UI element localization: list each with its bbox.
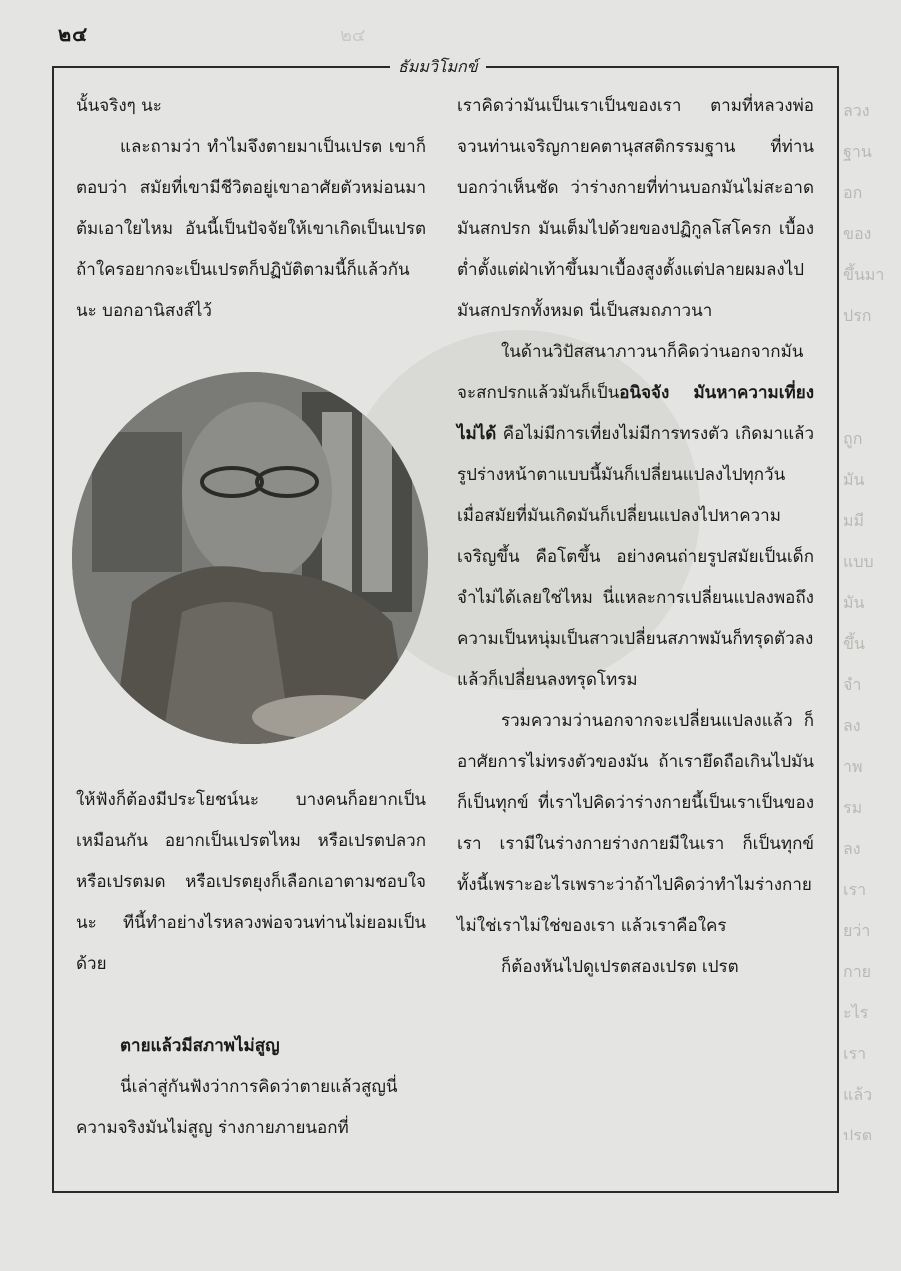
bleed-text: จำ (843, 675, 862, 694)
bleed-text: รม (843, 798, 863, 817)
page-number: ๒๔ (58, 22, 89, 46)
paragraph: นั้นจริงๆ นะ (76, 96, 162, 116)
bleed-text: ถูก (843, 429, 863, 448)
bleed-text: ลง (843, 839, 861, 858)
paragraph: นี่เล่าสู่กันฟังว่าการคิดว่าตายแล้วสูญนี่ ความจริงมันไม่สูญ ร่างกายภายนอกที่ (76, 1077, 398, 1138)
left-column-bottom (76, 780, 426, 1149)
bleed-text: ปรก (843, 306, 872, 325)
left-column-top (76, 86, 426, 332)
emphasis-text: อนิจจัง มันหาความเที่ยงไม่ได้ (457, 383, 814, 444)
ghost-page-number: ๒๔ (340, 25, 366, 46)
bleed-text: อก (843, 183, 863, 202)
bleed-text: ลวง (843, 101, 870, 120)
bleed-text: มัน (843, 470, 865, 489)
bleed-text: มมี (843, 511, 865, 530)
monk-portrait-photo (72, 372, 428, 744)
bleed-text: าพ (843, 757, 863, 776)
bleed-through-right-margin (843, 90, 901, 1140)
bleed-text: กาย (843, 962, 872, 981)
right-column (457, 86, 814, 988)
bleed-text: ขึ้นมา (843, 265, 885, 284)
paragraph: ให้ฟังก็ต้องมีประโยชน์นะ บางคนก็อยากเป็นเหมือนกัน อยากเป็นเปรตไหม หรือเปรตปลวก หรือเปรตมด หรือเปรตยุงก็เลือกเอาตามชอบใจนะ ทีนี้ทำอย่างไรหลวงพ่อจวนท่านไม่ยอมเป็นด้วย (76, 790, 426, 974)
paragraph: เราคิดว่ามันเป็นเราเป็นของเรา ตามที่หลวงพ่อจวนท่านเจริญกายคตานุสสติกรรมฐาน ที่ท่านบอกว่าเห็นชัด ว่าร่างกายที่ท่านบอกมันไม่สะอาดมันสกปรก มันเต็มไปด้วยของปฏิกูลโสโครก เบื้องต่ำตั้งแต่ฝ่าเท้าขึ้นมาเบื้องสูงตั้งแต่ปลายผมลงไป มันสกปรกทั้งหมด นี่เป็นสมถภาวนา (457, 96, 814, 321)
bleed-text (843, 336, 901, 377)
paragraph: รวมความว่านอกจากจะเปลี่ยนแปลงแล้ว ก็อาศัยการไม่ทรงตัวของมัน ถ้าเรายึดถือเกินไปมันก็เป็นทุกข์ ที่เราไปคิดว่าร่างกายนี้เป็นเราเป็นของเรา เรามีในร่างกายร่างกายมีในเรา ก็เป็นทุกข์ ทั้งนี้เพราะอะไรเพราะว่าถ้าไปคิดว่าทำไมร่างกายไม่ใช่เราไม่ใช่ของเรา แล้วเราคือใคร (457, 711, 814, 936)
section-heading: ตายแล้วมีสภาพไม่สูญ (120, 1036, 280, 1056)
bleed-text (843, 377, 901, 418)
bleed-text: ยว่า (843, 921, 871, 940)
bleed-text: ฐาน (843, 142, 872, 161)
text-run: คือไม่มีการเที่ยงไม่มีการทรงตัว เกิดมาแล้วรูปร่างหน้าตาแบบนี้มันก็เปลี่ยนแปลงไปทุกวัน เมื่อสมัยที่มันเกิดมันก็เปลี่ยนแปลงไปหาความเจริญขึ้น คือโตขึ้น อย่างคนถ่ายรูปสมัยเป็นเด็ก จำไม่ได้เลยใช่ไหม นี่แหละการเปลี่ยนแปลงพอถึงความเป็นหนุ่มเป็นสาวเปลี่ยนสภาพมันก็ทรุดตัวลง แล้วก็เปลี่ยนลงทรุดโทรม (457, 424, 814, 690)
portrait-illustration-icon (72, 372, 428, 744)
paragraph (457, 332, 814, 701)
bleed-text: ขึ้น (843, 634, 865, 653)
bleed-text: ของ (843, 224, 872, 243)
bleed-text: เรา (843, 1044, 867, 1063)
bleed-text: มัน (843, 593, 865, 612)
paragraph: และถามว่า ทำไมจึงตายมาเป็นเปรต เขาก็ตอบว่า สมัยที่เขามีชีวิตอยู่เขาอาศัยตัวหม่อนมาต้มเอาใยไหม อันนี้เป็นปัจจัยให้เขาเกิดเป็นเปรต ถ้าใครอยากจะเป็นเปรตก็ปฏิบัติตามนี้ก็แล้วกันนะ บอกอานิสงส์ไว้ (76, 137, 426, 321)
paragraph: ก็ต้องหันไปดูเปรตสองเปรต เปรต (501, 957, 739, 977)
bleed-text: ลง (843, 716, 861, 735)
bleed-text: แล้ว (843, 1085, 873, 1104)
bleed-text: เรา (843, 880, 867, 899)
text-run: ในด้านวิปัสสนาภาวนาก็คิดว่านอกจากมันจะสกปรกแล้วมันก็เป็น (457, 342, 804, 403)
bleed-text: แบบ (843, 552, 874, 571)
book-title: ธัมมวิโมกข์ (390, 55, 486, 80)
bleed-text: ะไร (843, 1003, 869, 1022)
bleed-through-left-margin (0, 90, 28, 1150)
bleed-text: ปรต (843, 1126, 873, 1140)
